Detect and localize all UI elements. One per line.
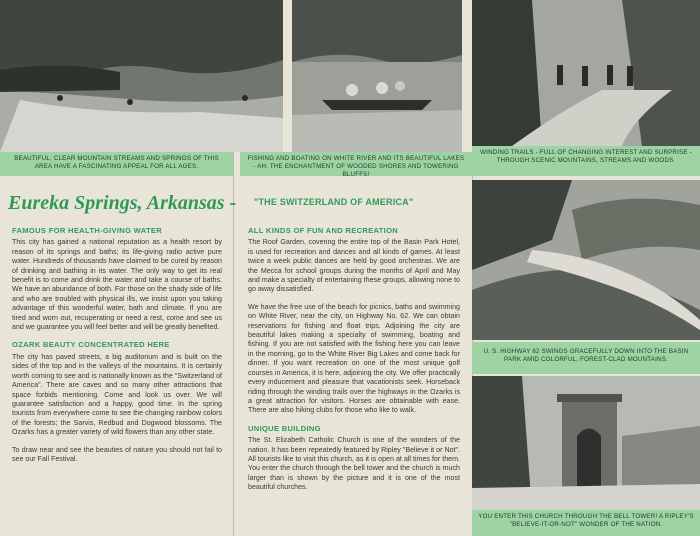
church-caption: YOU ENTER THIS CHURCH THROUGH THE BELL TOWER! A RIPLEY'S "BELIEVE-IT-OR-NOT" WONDER OF THE NATION. bbox=[472, 510, 700, 536]
fun-body-1: The Roof Garden, covering the entire top of the Basin Park Hotel, is used for recreation and dances and all kinds of games. At least twice a week public dances are held by good orchestras. We are the Mecca for school groups during the months of April and May and make a specialty of entertaining these groups, allowing none to go away dissatisfied. bbox=[248, 238, 460, 294]
health-body: This city has gained a national reputation as a health resort by reason of its springs and baths; its life-giving radio active pure water. Hundreds of thousands have claimed to be cured by reason of drinking and bathing in its water. The only way to get its real benefit is to come and drink the water and take a course of baths. We have an abundance of both. For those on the shady side of life and who are troubled with physical ills, we insist upon you taking advantage of this wonderful water, bath and climate. If you are tired and worn out, recuperating or need a rest, come and see us and we guarantee you will feel better and will be greatly benefited. bbox=[12, 238, 222, 332]
health-heading: FAMOUS FOR HEALTH-GIVING WATER bbox=[12, 226, 163, 235]
middle-column bbox=[248, 226, 460, 501]
building-heading: UNIQUE BUILDING bbox=[248, 423, 321, 433]
ozark-heading: OZARK BEAUTY CONCENTRATED HERE bbox=[12, 340, 170, 350]
left-column bbox=[12, 226, 222, 472]
church-photo bbox=[472, 376, 700, 511]
fun-body-2: We have the free use of the beach for picnics, baths and swimming on White River, near the city, on Highway No. 62. We can obtain reservations for fishing and float trips. Adjoining the city are beautiful lakes making a specialty of swimming, boating and fishing. If you are not satisfied with the fishing here you can leave in the morning, go to the White River Big Lakes and come back for dinner. If you want recreation on one of the most unique golf courses in America, it is here, adjoining the city. We offer practically every inducement and pleasure that vacationists seek. Horseback riding through the winding trails over the highways in the Ozarks is a great attraction for visitors. Horses are obtainable with ease. There are also hiking clubs for those who like to walk. bbox=[248, 302, 460, 415]
trails-photo bbox=[472, 0, 700, 146]
streams-caption: BEAUTIFUL, CLEAR MOUNTAIN STREAMS AND SPRINGS OF THIS AREA HAVE A FASCINATING APPEAL FOR ALL AGES. bbox=[0, 152, 233, 176]
streams-photo bbox=[0, 0, 283, 152]
ozark-body: The city has paved streets, a big auditorium and is built on the sides of the top and in the valleys of the mountains. It is certainly worth coming to see and is nationally known as the "Switzerland of America". There are caves and so many other attractions that space forbids mentioning. Come and look us over. We will guarantee satisfaction and a happy, good time. In the spring tourists from everywhere come to see the changing rainbow colors of the forests; the Sarvis, Redbud and Dogwood blossoms. The Ozarks has a greater variety of wild flowers than any other state. bbox=[12, 352, 222, 437]
highway-caption: U. S. HIGHWAY 62 SWINGS GRACEFULLY DOWN INTO THE BASIN PARK AMID COLORFUL, FOREST-CLAD MOUNTAINS. bbox=[472, 342, 700, 374]
ozark-closing: To draw near and see the beauties of nature you should not fail to see our Fall Festival. bbox=[12, 445, 222, 463]
boating-caption: FISHING AND BOATING ON WHITE RIVER AND ITS BEAUTIFUL LAKES - AH, THE ENCHANTMENT OF WOODED SHORES AND TOWERING BLUFFS! bbox=[240, 152, 472, 176]
brand-title: Eureka Springs, Arkansas - bbox=[8, 192, 237, 214]
fun-heading: ALL KINDS OF FUN AND RECREATION bbox=[248, 226, 399, 235]
trails-caption: WINDING TRAILS - FULL OF CHANGING INTEREST AND SURPRISE - THROUGH SCENIC MOUNTAINS, STREAMS AND WOODS. bbox=[472, 146, 700, 176]
brand-tagline: "THE SWITZERLAND OF AMERICA" bbox=[254, 197, 414, 207]
building-body: The St. Elizabeth Catholic Church is one of the wonders of the nation. It has been repeatedly featured by Ripley "Believe it or Not". All tourists like to visit this church, as it is open at all times for them. You enter the church through the bell tower and the church is much larger than is shown by the picture and it is one of the most beautiful churches. bbox=[248, 436, 460, 492]
highway-photo bbox=[472, 180, 700, 340]
boating-photo bbox=[292, 0, 462, 152]
